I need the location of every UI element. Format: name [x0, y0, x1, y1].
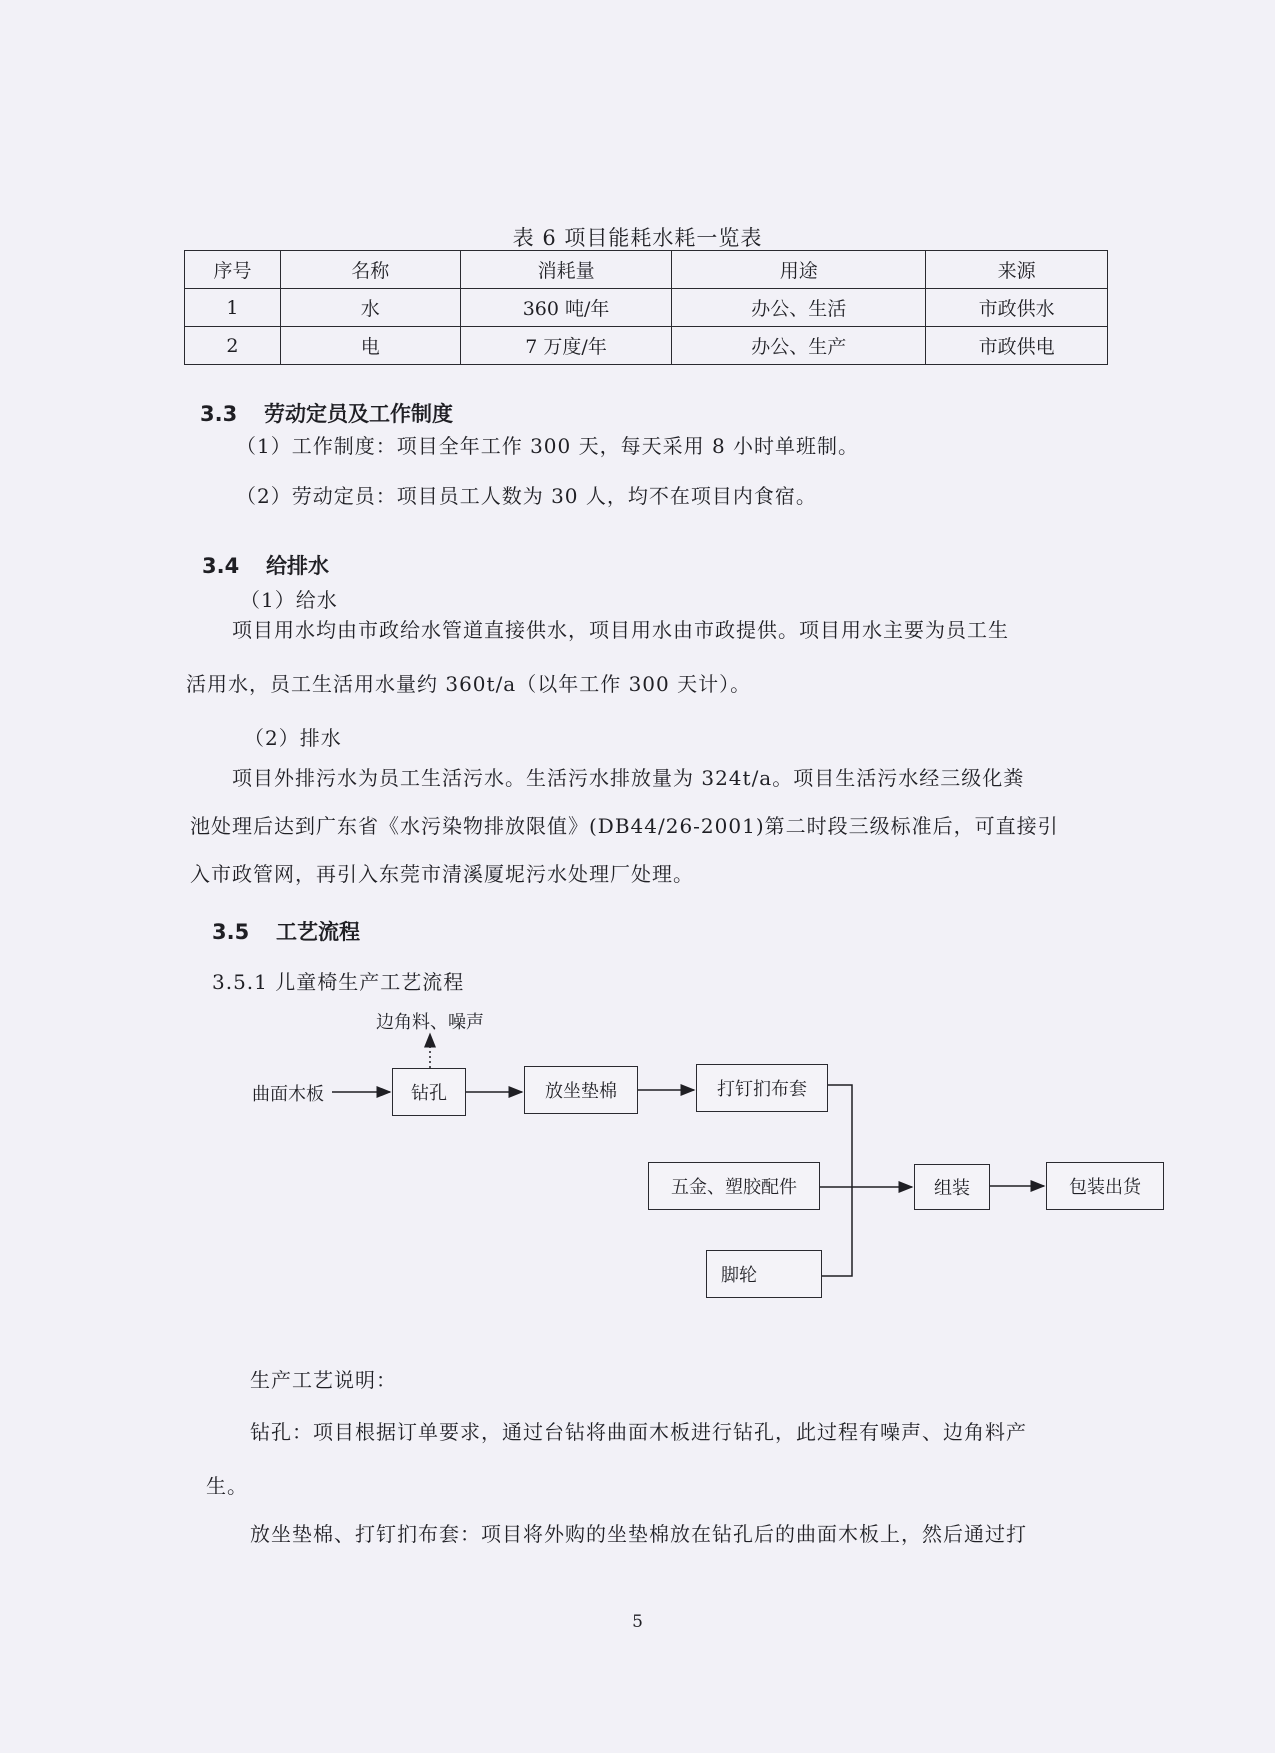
table-cell: 2: [185, 327, 281, 365]
caster-wheel-box: 脚轮: [706, 1250, 822, 1298]
table-header-cell: 来源: [926, 251, 1108, 289]
section-title: 工艺流程: [276, 920, 360, 944]
process-description-heading: 生产工艺说明：: [250, 1368, 397, 1392]
nail-cover-step-box: 打钉扪布套: [696, 1064, 828, 1112]
assemble-step-box: 组装: [914, 1164, 990, 1210]
nail-to-merge-line: [822, 1085, 852, 1276]
process-description-line: 放坐垫棉、打钉扪布套：项目将外购的坐垫棉放在钻孔后的曲面木板上，然后通过打: [250, 1522, 1027, 1546]
table-cell: 360 吨/年: [460, 289, 672, 327]
page-number: 5: [632, 1612, 643, 1632]
flowchart-subheading: 3.5.1 儿童椅生产工艺流程: [212, 970, 465, 994]
section-number: 3.4: [202, 554, 240, 578]
section-title: 给排水: [266, 554, 329, 578]
table-cell: 7 万度/年: [460, 327, 672, 365]
table-caption: 表 6 项目能耗水耗一览表: [512, 226, 763, 250]
drainage-text-line: 入市政管网，再引入东莞市清溪厦坭污水处理厂处理。: [190, 862, 694, 886]
pack-ship-step-box: 包装出货: [1046, 1162, 1164, 1210]
table-header-cell: 消耗量: [460, 251, 672, 289]
process-description-line: 生。: [206, 1474, 248, 1498]
table-cell: 1: [185, 289, 281, 327]
table-cell: 电: [280, 327, 460, 365]
section-title: 劳动定员及工作制度: [264, 402, 453, 426]
waste-label: 边角料、噪声: [376, 1012, 484, 1033]
cushion-step-box: 放坐垫棉: [524, 1066, 638, 1114]
table-header-cell: 名称: [280, 251, 460, 289]
water-supply-text-line: 活用水，员工生活用水量约 360t/a（以年工作 300 天计）。: [186, 672, 752, 696]
water-supply-subheading: （1）给水: [240, 588, 338, 612]
table-cell: 市政供水: [926, 289, 1108, 327]
table-header-cell: 用途: [672, 251, 926, 289]
hardware-parts-box: 五金、塑胶配件: [648, 1162, 820, 1210]
table-cell: 办公、生活: [672, 289, 926, 327]
staffing-text: （2）劳动定员：项目员工人数为 30 人，均不在项目内食宿。: [236, 484, 817, 508]
table-cell: 办公、生产: [672, 327, 926, 365]
water-supply-text-line: 项目用水均由市政给水管道直接供水，项目用水由市政提供。项目用水主要为员工生: [232, 618, 1009, 642]
section-number: 3.5: [212, 920, 250, 944]
drainage-text-line: 池处理后达到广东省《水污染物排放限值》(DB44/26-2001)第二时段三级标准后，可直接引: [190, 814, 1059, 838]
section-number: 3.3: [200, 402, 238, 426]
drill-step-box: 钻孔: [392, 1068, 466, 1116]
table-cell: 市政供电: [926, 327, 1108, 365]
table-cell: 水: [280, 289, 460, 327]
input-label: 曲面木板: [252, 1084, 324, 1105]
work-schedule-text: （1）工作制度：项目全年工作 300 天，每天采用 8 小时单班制。: [236, 434, 860, 458]
drainage-text-line: 项目外排污水为员工生活污水。生活污水排放量为 324t/a。项目生活污水经三级化粪: [232, 766, 1025, 790]
process-description-line: 钻孔：项目根据订单要求，通过台钻将曲面木板进行钻孔，此过程有噪声、边角料产: [250, 1420, 1027, 1444]
table-header-cell: 序号: [185, 251, 281, 289]
drainage-subheading: （2）排水: [244, 726, 342, 750]
